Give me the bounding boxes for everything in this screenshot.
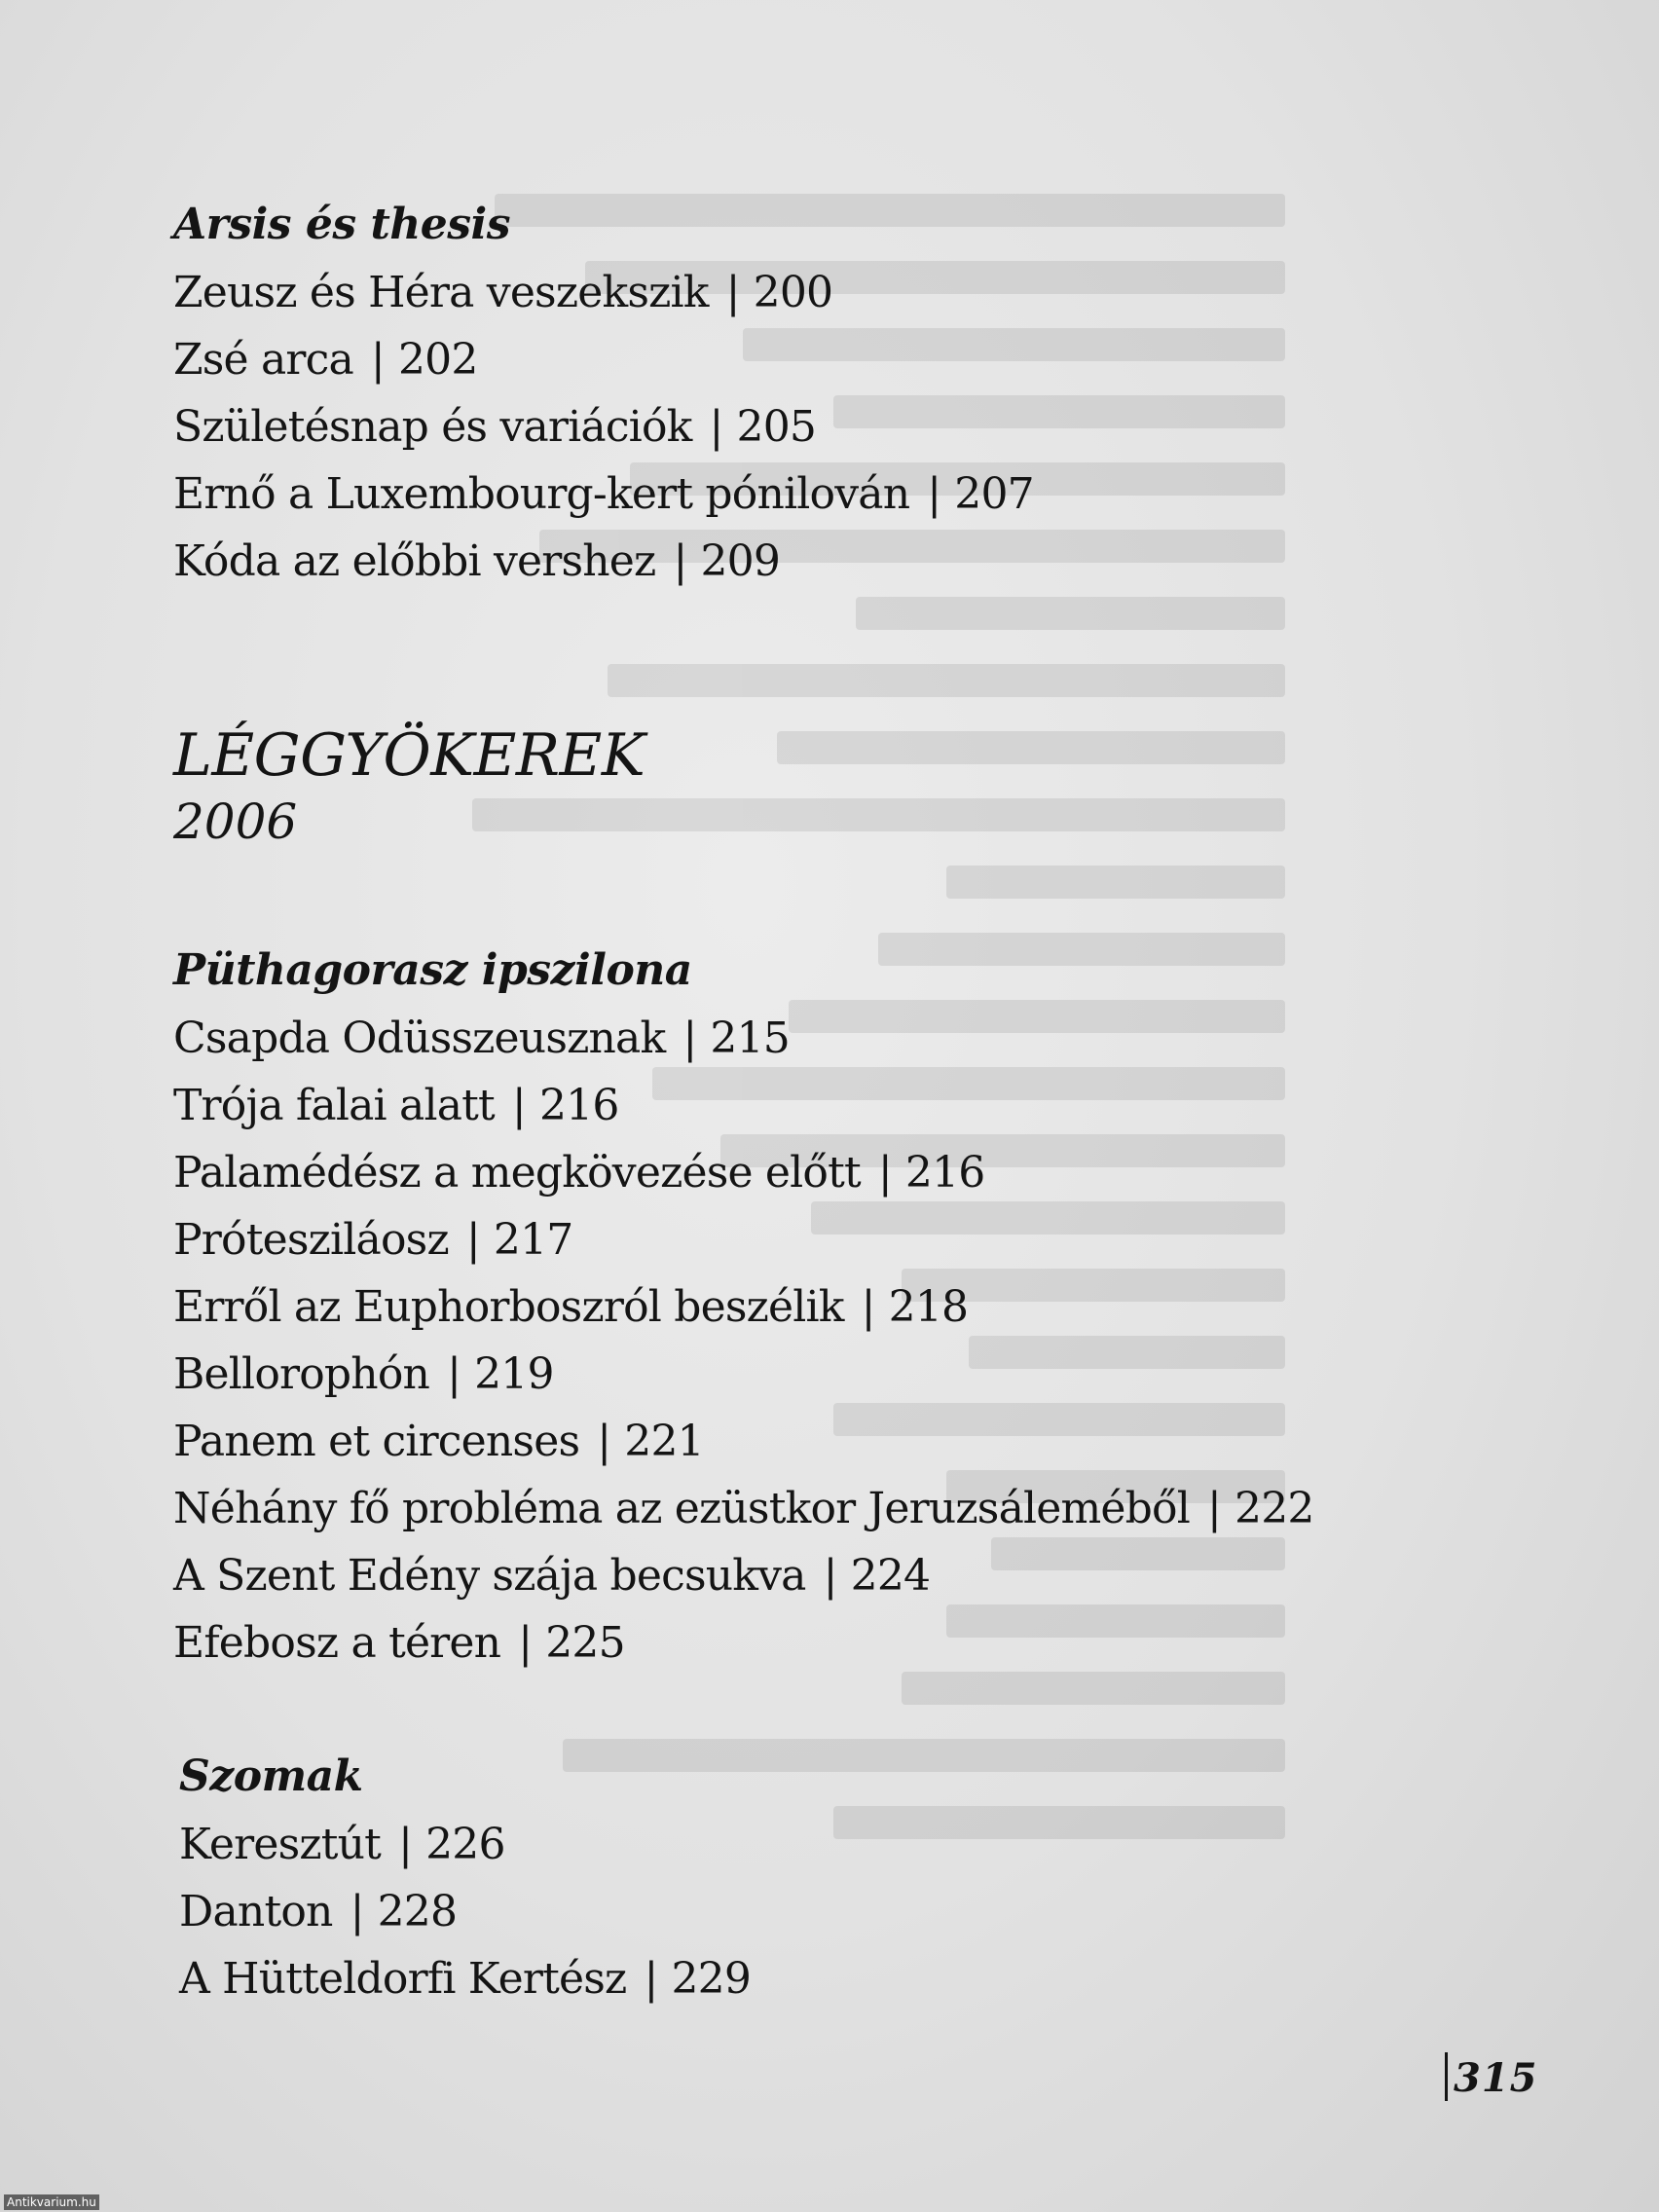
entry-title: Trója falai alatt bbox=[173, 1081, 495, 1130]
separator: | bbox=[877, 1148, 892, 1198]
separator: | bbox=[511, 1081, 526, 1130]
toc-entry[interactable] bbox=[173, 1139, 1314, 1206]
separator: | bbox=[370, 335, 385, 385]
entry-title: A Hütteldorfi Kertész bbox=[179, 1954, 627, 2004]
entry-page-number: 209 bbox=[700, 536, 781, 586]
separator: | bbox=[518, 1618, 533, 1668]
section-szomak bbox=[179, 1743, 751, 2012]
toc-entry[interactable] bbox=[179, 1945, 751, 2012]
toc-entry[interactable] bbox=[173, 393, 1034, 461]
entry-title: Kóda az előbbi vershez bbox=[173, 536, 656, 586]
separator: | bbox=[465, 1215, 480, 1265]
entry-page-number: 216 bbox=[538, 1081, 619, 1130]
section-heading: Szomak bbox=[179, 1751, 363, 1801]
entry-title: Ernő a Luxembourg-kert pónilován bbox=[173, 469, 910, 519]
toc-entry[interactable] bbox=[173, 1273, 1314, 1341]
entry-title: A Szent Edény szája becsukva bbox=[173, 1551, 806, 1601]
separator: | bbox=[1207, 1484, 1222, 1533]
entry-page-number: 226 bbox=[425, 1820, 505, 1869]
separator: | bbox=[682, 1014, 697, 1063]
toc-entry[interactable] bbox=[173, 461, 1034, 528]
entry-page-number: 207 bbox=[954, 469, 1034, 519]
entry-title: Néhány fő probléma az ezüstkor Jeruzsáleméből bbox=[173, 1484, 1190, 1533]
toc-entry[interactable] bbox=[173, 528, 1034, 595]
entry-page-number: 224 bbox=[850, 1551, 931, 1601]
separator: | bbox=[823, 1551, 837, 1601]
entry-page-number: 229 bbox=[671, 1954, 752, 2004]
entry-title: Prótesziláosz bbox=[173, 1215, 449, 1265]
entry-page-number: 228 bbox=[377, 1887, 458, 1936]
chapter-year: 2006 bbox=[173, 793, 298, 850]
entry-title: Efebosz a téren bbox=[173, 1618, 501, 1668]
entry-page-number: 222 bbox=[1235, 1484, 1314, 1533]
chapter-header bbox=[173, 720, 645, 853]
entry-page-number: 205 bbox=[736, 402, 817, 452]
toc-entry[interactable] bbox=[179, 1878, 751, 1945]
entry-title: Panem et circenses bbox=[173, 1417, 580, 1466]
separator: | bbox=[673, 536, 687, 586]
entry-page-number: 217 bbox=[493, 1215, 573, 1265]
entry-title: Palamédész a megkövezése előtt bbox=[173, 1148, 861, 1198]
section-puthagorasz-ipszilona bbox=[173, 937, 1314, 1677]
toc-entry[interactable] bbox=[173, 1542, 1314, 1609]
toc-entry[interactable] bbox=[173, 326, 1034, 393]
entry-page-number: 215 bbox=[710, 1014, 790, 1063]
toc-entry[interactable] bbox=[173, 259, 1034, 326]
toc-entry[interactable] bbox=[173, 1408, 1314, 1475]
entry-page-number: 218 bbox=[888, 1282, 969, 1332]
toc-entry[interactable] bbox=[173, 1005, 1314, 1072]
entry-title: Keresztút bbox=[179, 1820, 382, 1869]
entry-page-number: 216 bbox=[904, 1148, 985, 1198]
entry-title: Erről az Euphorboszról beszélik bbox=[173, 1282, 844, 1332]
separator: | bbox=[709, 402, 723, 452]
entry-page-number: 200 bbox=[753, 268, 833, 317]
separator: | bbox=[927, 469, 941, 519]
entry-title: Bellorophón bbox=[173, 1349, 430, 1399]
toc-entry[interactable] bbox=[173, 1475, 1314, 1542]
separator: | bbox=[861, 1282, 875, 1332]
entry-title: Születésnap és variációk bbox=[173, 402, 692, 452]
entry-page-number: 219 bbox=[474, 1349, 554, 1399]
page-number bbox=[1445, 2052, 1538, 2101]
separator: | bbox=[447, 1349, 461, 1399]
entry-title: Zsé arca bbox=[173, 335, 353, 385]
entry-title: Zeusz és Héra veszekszik bbox=[173, 268, 709, 317]
entry-title: Danton bbox=[179, 1887, 333, 1936]
toc-entry[interactable] bbox=[173, 1341, 1314, 1408]
chapter-title: LÉGGYÖKEREK bbox=[173, 721, 645, 790]
section-heading: Püthagorasz ipszilona bbox=[173, 945, 692, 995]
toc-entry[interactable] bbox=[173, 1609, 1314, 1677]
entry-page-number: 202 bbox=[397, 335, 478, 385]
toc-entry[interactable] bbox=[173, 1206, 1314, 1273]
toc-entry[interactable] bbox=[173, 1072, 1314, 1139]
entry-title: Csapda Odüsszeusznak bbox=[173, 1014, 666, 1063]
separator: | bbox=[597, 1417, 611, 1466]
toc-entry[interactable] bbox=[179, 1811, 751, 1878]
watermark: Antikvarium.hu bbox=[4, 2194, 99, 2210]
separator: | bbox=[725, 268, 740, 317]
entry-page-number: 225 bbox=[545, 1618, 625, 1668]
separator: | bbox=[398, 1820, 413, 1869]
page-number-value: 315 bbox=[1454, 2055, 1538, 2101]
page-number-rule bbox=[1445, 2052, 1448, 2101]
entry-page-number: 221 bbox=[624, 1417, 704, 1466]
section-arsis-es-thesis bbox=[173, 191, 1034, 595]
separator: | bbox=[350, 1887, 364, 1936]
section-heading: Arsis és thesis bbox=[173, 200, 511, 249]
separator: | bbox=[644, 1954, 658, 2004]
